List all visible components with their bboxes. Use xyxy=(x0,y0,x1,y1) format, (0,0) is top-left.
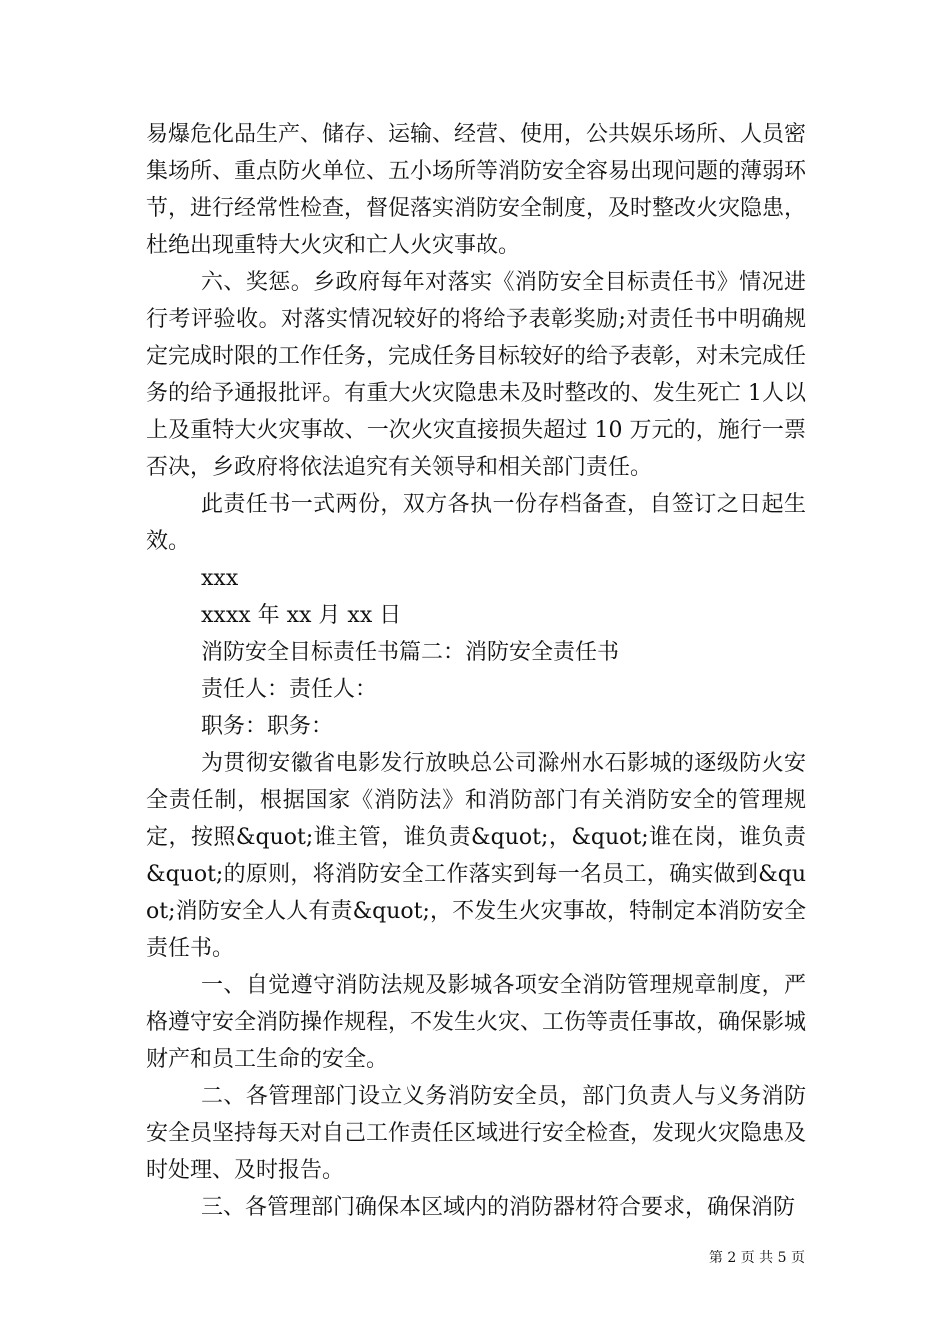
position-line: 职务：职务： xyxy=(201,714,334,739)
paragraph-copies: 此责任书一式两份，双方各执一份存档备查，自签订之日起生效。 xyxy=(146,492,806,554)
paragraph-item-3: 三、各管理部门确保本区域内的消防器材符合要求，确保消防 xyxy=(201,1195,796,1220)
document-body xyxy=(146,116,806,1226)
paragraph-item-1: 一、自觉遵守消防法规及影城各项安全消防管理规章制度，严格遵守安全消防操作规程，不发生火灾、工伤等责任事故，确保影城财产和员工生命的安全。 xyxy=(146,973,807,1072)
signature-name: xxx xyxy=(201,566,239,591)
paragraph-rewards-penalties: 六、奖惩。乡政府每年对落实《消防安全目标责任书》情况进行考评验收。对落实情况较好的将给予表彰奖励;对责任书中明确规定完成时限的工作任务，完成任务目标较好的给予表彰，对未完成任务的给予通报批评。有重大火灾隐患未及时整改的、发生死亡 1人以上及重特大火灾事故、一次火灾直接损失超过 10 万元的，施行一票否决，乡政府将依法追究有关领导和相关部门责任。 xyxy=(146,270,807,480)
page-number-footer: 第 2 页 共 5 页 xyxy=(708,1250,805,1266)
paragraph-preamble: 为贯彻安徽省电影发行放映总公司滁州水石影城的逐级防火安全责任制，根据国家《消防法》和消防部门有关消防安全的管理规定，按照&quot;谁主管，谁负责&quot;，&quot;谁在岗，谁负责&quot;的原则，将消防安全工作落实到每一名员工，确实做到&quot;消防安全人人有责&quot;，不发生火灾事故，特制定本消防安全责任书。 xyxy=(146,751,806,961)
responsible-person-line: 责任人：责任人： xyxy=(201,677,378,702)
paragraph-item-2: 二、各管理部门设立义务消防安全员，部门负责人与义务消防安全员坚持每天对自己工作责任区域进行安全检查，发现火灾隐患及时处理、及时报告。 xyxy=(146,1084,807,1183)
section-title: 消防安全目标责任书篇二：消防安全责任书 xyxy=(201,640,620,665)
signature-date: xxxx 年 xx 月 xx 日 xyxy=(201,603,402,628)
paragraph-1: 易爆危化品生产、储存、运输、经营、使用，公共娱乐场所、人员密集场所、重点防火单位、五小场所等消防安全容易出现问题的薄弱环节，进行经常性检查，督促落实消防安全制度，及时整改火灾隐患，杜绝出现重特大火灾和亡人火灾事故。 xyxy=(146,122,807,258)
